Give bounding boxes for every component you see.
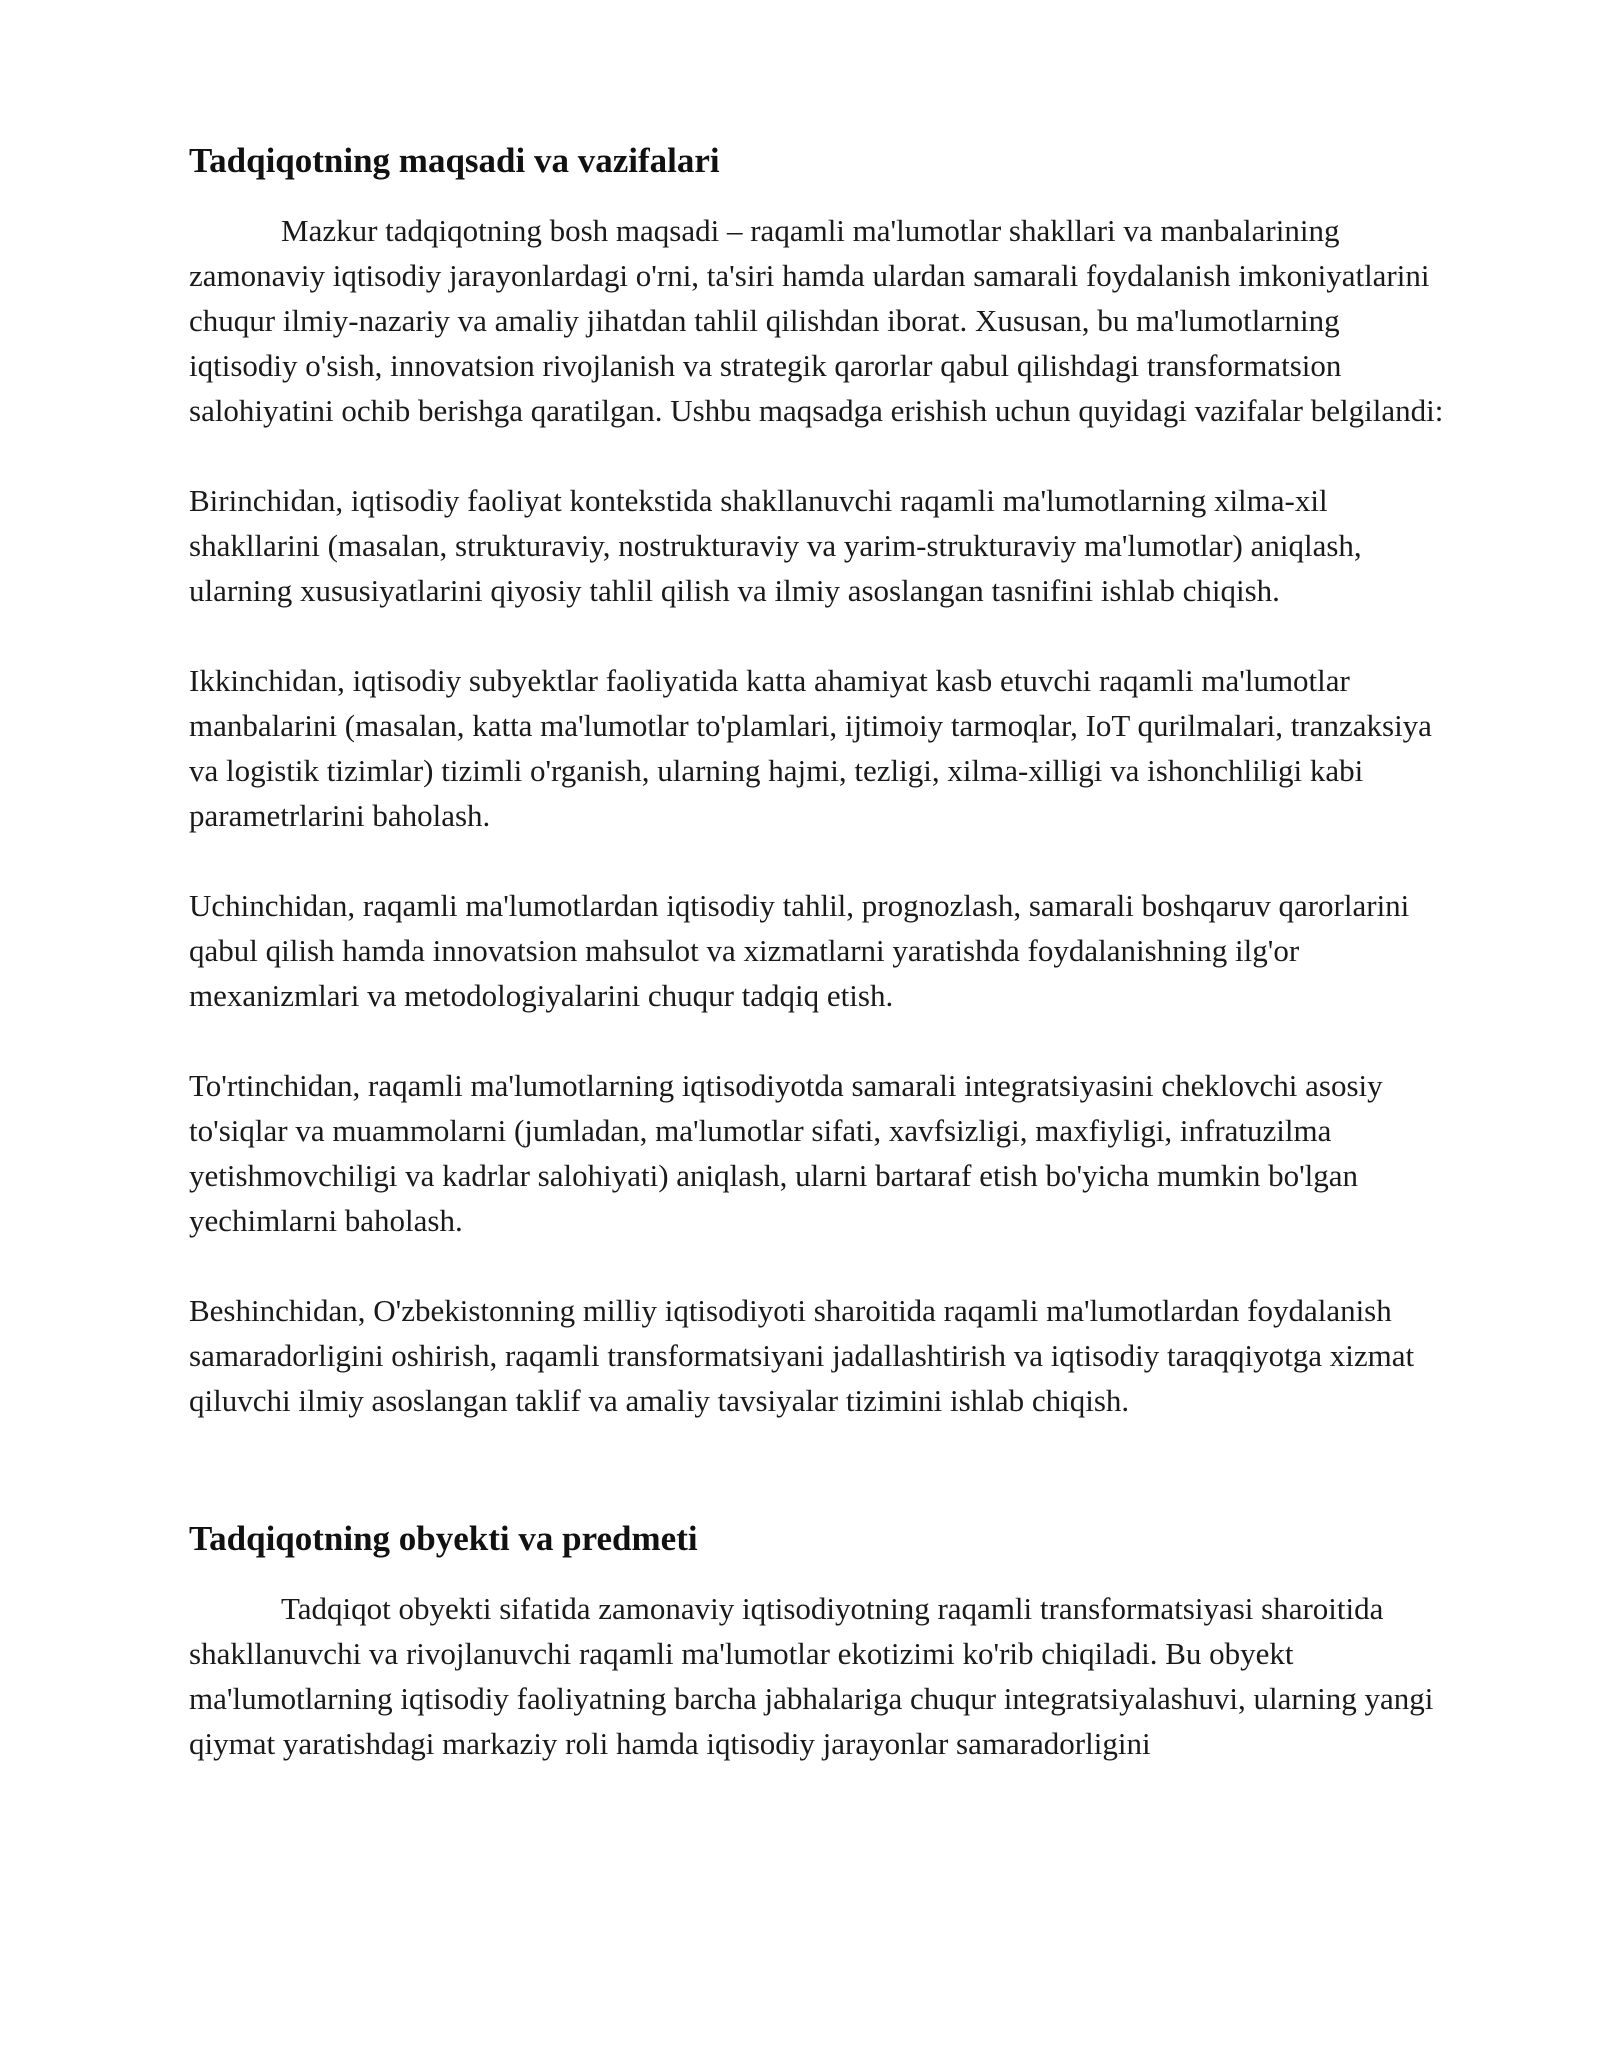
task-paragraph-2: Ikkinchidan, iqtisodiy subyektlar faoliyatida katta ahamiyat kasb etuvchi raqamli ma'lumotlar manbalarini (masalan, katta ma'lumotlar to'plamlari, ijtimoiy tarmoqlar, IoT qurilmalari, tranzaksiya va logistik tizimlar) tizimli o'rganish, ularning hajmi, tezligi, xilma-xilligi va ishonchliligi kabi parametrlarini baholash.	[189, 663, 1432, 833]
document-page	[189, 138, 1451, 1766]
task-paragraph-3: Uchinchidan, raqamli ma'lumotlardan iqtisodiy tahlil, prognozlash, samarali boshqaruv qarorlarini qabul qilish hamda innovatsion mahsulot va xizmatlarni yaratishda foydalanishning ilg'or mexanizmlari va metodologiyalarini chuqur tadqiq etish.	[189, 888, 1410, 1013]
section-heading-object: Tadqiqotning obyekti va predmeti	[189, 1519, 698, 1558]
task-paragraph-1: Birinchidan, iqtisodiy faoliyat kontekstida shakllanuvchi raqamli ma'lumotlarning xilma-xil shakllarini (masalan, strukturaviy, nostrukturaviy va yarim-strukturaviy ma'lumotlar) aniqlash, ularning xususiyatlarini qiyosiy tahlil qilish va ilmiy asoslangan tasnifini ishlab chiqish.	[189, 483, 1362, 608]
task-paragraph-4: To'rtinchidan, raqamli ma'lumotlarning iqtisodiyotda samarali integratsiyasini cheklovchi asosiy to'siqlar va muammolarni (jumladan, ma'lumotlar sifati, xavfsizligi, maxfiyligi, infratuzilma yetishmovchiligi va kadrlar salohiyati) aniqlash, ularni bartaraf etish bo'yicha mumkin bo'lgan yechimlarni baholash.	[189, 1068, 1383, 1238]
goals-intro-paragraph: Mazkur tadqiqotning bosh maqsadi – raqamli ma'lumotlar shakllari va manbalarining zamonaviy iqtisodiy jarayonlardagi o'rni, ta'siri hamda ulardan samarali foydalanish imkoniyatlarini chuqur ilmiy-nazariy va amaliy jihatdan tahlil qilishdan iborat. Xususan, bu ma'lumotlarning iqtisodiy o'sish, innovatsion rivojlanish va strategik qarorlar qabul qilishdagi transformatsion salohiyatini ochib berishga qaratilgan. Ushbu maqsadga erishish uchun quyidagi vazifalar belgilandi:	[189, 213, 1444, 428]
section-heading-goals: Tadqiqotning maqsadi va vazifalari	[189, 141, 720, 180]
object-intro-paragraph: Tadqiqot obyekti sifatida zamonaviy iqtisodiyotning raqamli transformatsiyasi sharoitida shakllanuvchi va rivojlanuvchi raqamli ma'lumotlar ekotizimi ko'rib chiqiladi. Bu obyekt ma'lumotlarning iqtisodiy faoliyatning barcha jabhalariga chuqur integratsiyalashuvi, ularning yangi qiymat yaratishdagi markaziy roli hamda iqtisodiy jarayonlar samaradorligini	[189, 1591, 1434, 1761]
task-paragraph-5: Beshinchidan, O'zbekistonning milliy iqtisodiyoti sharoitida raqamli ma'lumotlardan foydalanish samaradorligini oshirish, raqamli transformatsiyani jadallashtirish va iqtisodiy taraqqiyotga xizmat qiluvchi ilmiy asoslangan taklif va amaliy tavsiyalar tizimini ishlab chiqish.	[189, 1293, 1415, 1418]
